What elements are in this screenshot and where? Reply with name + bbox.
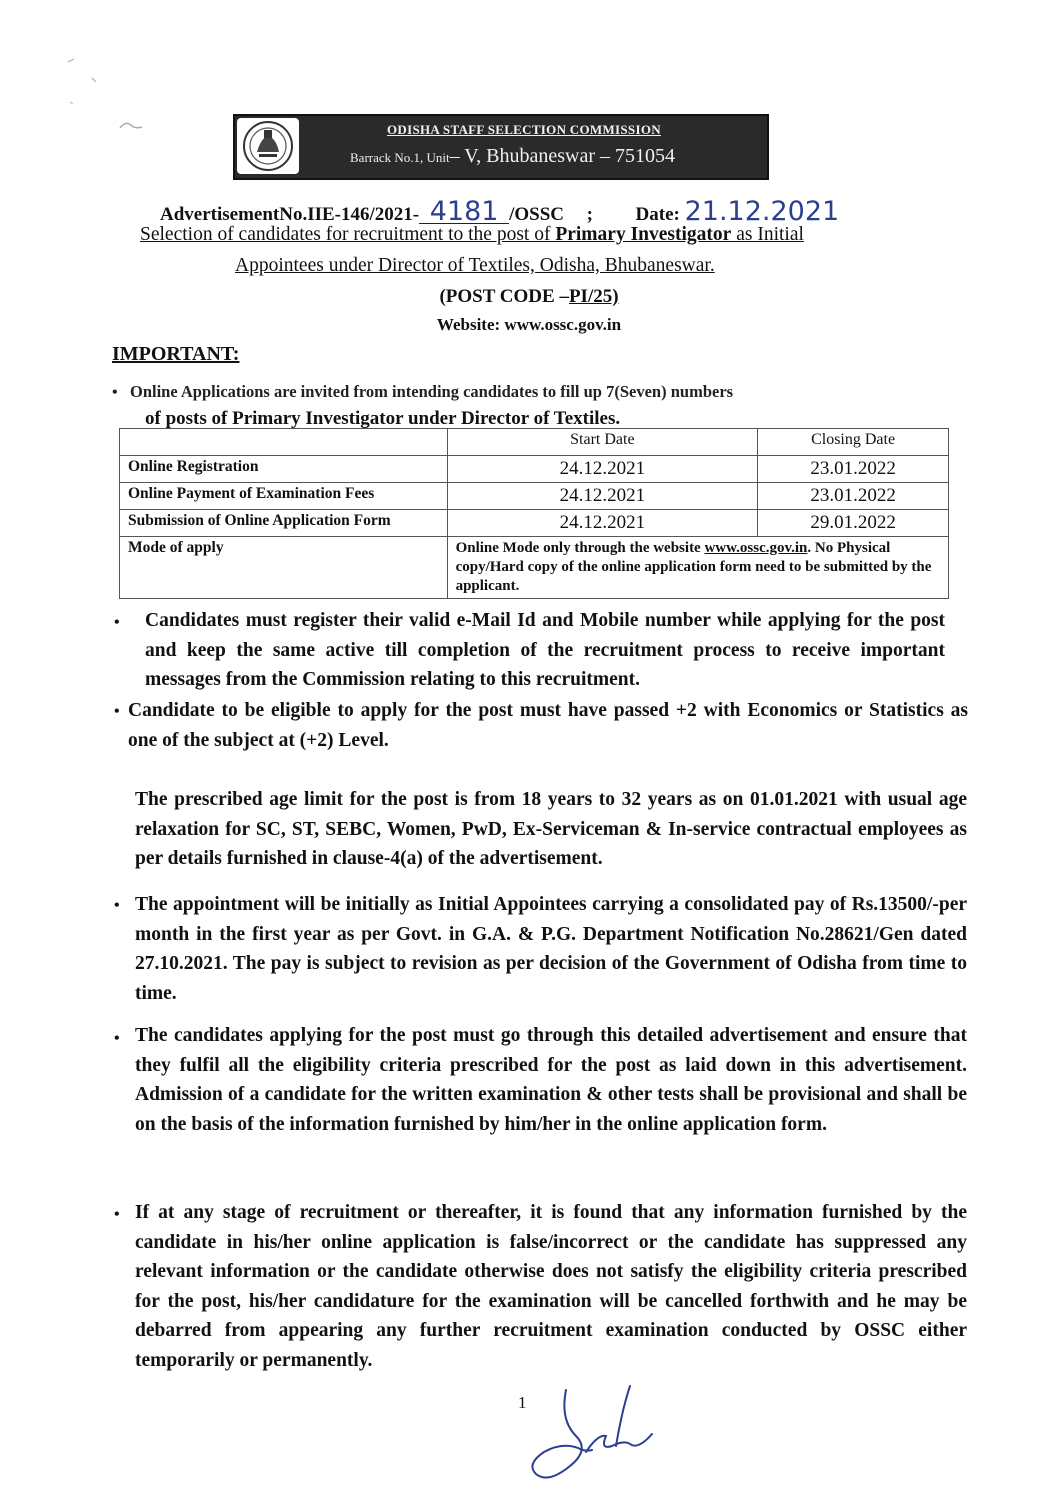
bullet: • [114, 703, 120, 720]
scan-mark [58, 50, 168, 140]
paragraph-age-limit: The prescribed age limit for the post is from 18 years to 32 years as on 01.01.2021 with usual age relaxation for SC, ST, SEBC, Women, PwD, Ex-Serviceman & In-service contractual employees as per details furnished in clause-4(a) of the advertisement. [135, 789, 967, 869]
post-code [0, 286, 1058, 308]
table-cell-start: 24.12.2021 [447, 483, 758, 510]
table-cell-close: 23.01.2022 [758, 456, 949, 483]
table-cell-close: 23.01.2022 [758, 483, 949, 510]
schedule-table [119, 428, 949, 599]
bullet: • [114, 897, 120, 914]
table-header-cell: Closing Date [758, 429, 949, 456]
paragraph-email-registration: Candidates must register their valid e-Mail Id and Mobile number while applying for the post and keep the same active till completion of the recruitment process to receive important messages from the Commission relating to this recruitment. [145, 610, 945, 690]
post-code-prefix: (POST CODE – [439, 286, 569, 307]
table-cell-start: 24.12.2021 [447, 456, 758, 483]
table-cell-start: 24.12.2021 [447, 510, 758, 537]
org-name: ODISHA STAFF SELECTION COMMISSION [387, 122, 661, 137]
table-row [120, 483, 949, 510]
paragraph-eligibility-criteria: The candidates applying for the post must go through this detailed advertisement and ensure that they fulfil all the eligibility criteria prescribed for the post as laid down in this advertisement. Admission of a candidate for the written examination & other tests shall be provisional and shall be on the basis of the information furnished by him/her in the online application form. [135, 1025, 967, 1135]
odisha-emblem-icon [237, 118, 299, 174]
bullet: • [114, 1030, 120, 1047]
advertisement-line [160, 196, 839, 227]
table-cell-label: Online Payment of Examination Fees [120, 483, 448, 510]
paragraph-false-information: If at any stage of recruitment or thereafter, it is found that any information furnished by the candidate in his/her online application is false/incorrect or the candidate has suppressed any relevant information or the candidate otherwise does not satisfy the eligibility criteria prescribed for the post, his/her candidature for the examination will be cancelled forthwith and he may be debarred from appearing any further recruitment examination conducted by OSSC either temporarily or permanently. [135, 1202, 967, 1371]
website-link[interactable]: www.ossc.gov.in [704, 540, 808, 556]
title-text-a: Selection of candidates for recruitment to the post of [140, 224, 556, 245]
table-header-row [120, 429, 949, 456]
website-line: Website: www.ossc.gov.in [436, 315, 622, 334]
table-row [120, 537, 949, 599]
table-row [120, 456, 949, 483]
paragraph-appointment-pay: The appointment will be initially as Initial Appointees carrying a consolidated pay of Rs.13500/-per month in the first year as per Govt. in G.A. & P.G. Department Notification No.28621/Gen dated 27.10.2021. The pay is subject to revision as per decision of the Government of Odisha from time to time. [135, 894, 967, 1004]
signature-icon [526, 1382, 666, 1490]
date-handwritten: 21.12.2021 [684, 196, 840, 227]
org-address-large: – V, Bhubaneswar – 751054 [449, 145, 676, 167]
org-address [350, 145, 675, 168]
bullet: • [114, 1206, 120, 1223]
table-row [120, 510, 949, 537]
table-cell-label: Submission of Online Application Form [120, 510, 448, 537]
advertisement-number-handwritten: 4181 [419, 201, 509, 224]
intro-line-2: of posts of Primary Investigator under Director of Textiles. [145, 408, 621, 429]
org-address-small: Barrack No.1, Unit [350, 150, 450, 165]
mode-text-b: . No Physical copy/Hard copy of the online application form need to be submitted by the applicant. [455, 540, 932, 594]
advertisement-suffix: /OSSC [509, 204, 565, 225]
table-header-cell: Start Date [447, 429, 758, 456]
advertisement-prefix: AdvertisementNo.IIE-146/2021- [160, 204, 420, 225]
title-text-b: as Initial [731, 224, 804, 245]
bullet: • [114, 614, 120, 631]
title-post-name: Primary Investigator [555, 224, 732, 245]
important-heading: IMPORTANT: [112, 343, 240, 365]
table-cell-mode [447, 537, 948, 599]
table-header-cell [120, 429, 448, 456]
table-cell-mode-label: Mode of apply [120, 537, 448, 599]
bullet: • [112, 384, 118, 401]
title-line-2: Appointees under Director of Textiles, Odisha, Bhubaneswar. [235, 255, 715, 276]
advertisement-separator: ; [586, 204, 593, 225]
intro-text-1: Online Applications are invited from intending candidates to fill up 7(Seven) numbers [129, 382, 734, 401]
table-cell-label: Online Registration [120, 456, 448, 483]
title-line-1 [140, 224, 804, 246]
paragraph-eligibility: Candidate to be eligible to apply for the post must have passed +2 with Economics or Statistics as one of the subject at (+2) Level. [128, 700, 968, 751]
mode-text-a: Online Mode only through the website [455, 540, 705, 556]
date-label: Date: [635, 204, 680, 225]
page-number: 1 [518, 1393, 527, 1412]
post-code-value: PI/25) [568, 286, 619, 307]
table-cell-close: 29.01.2022 [758, 510, 949, 537]
